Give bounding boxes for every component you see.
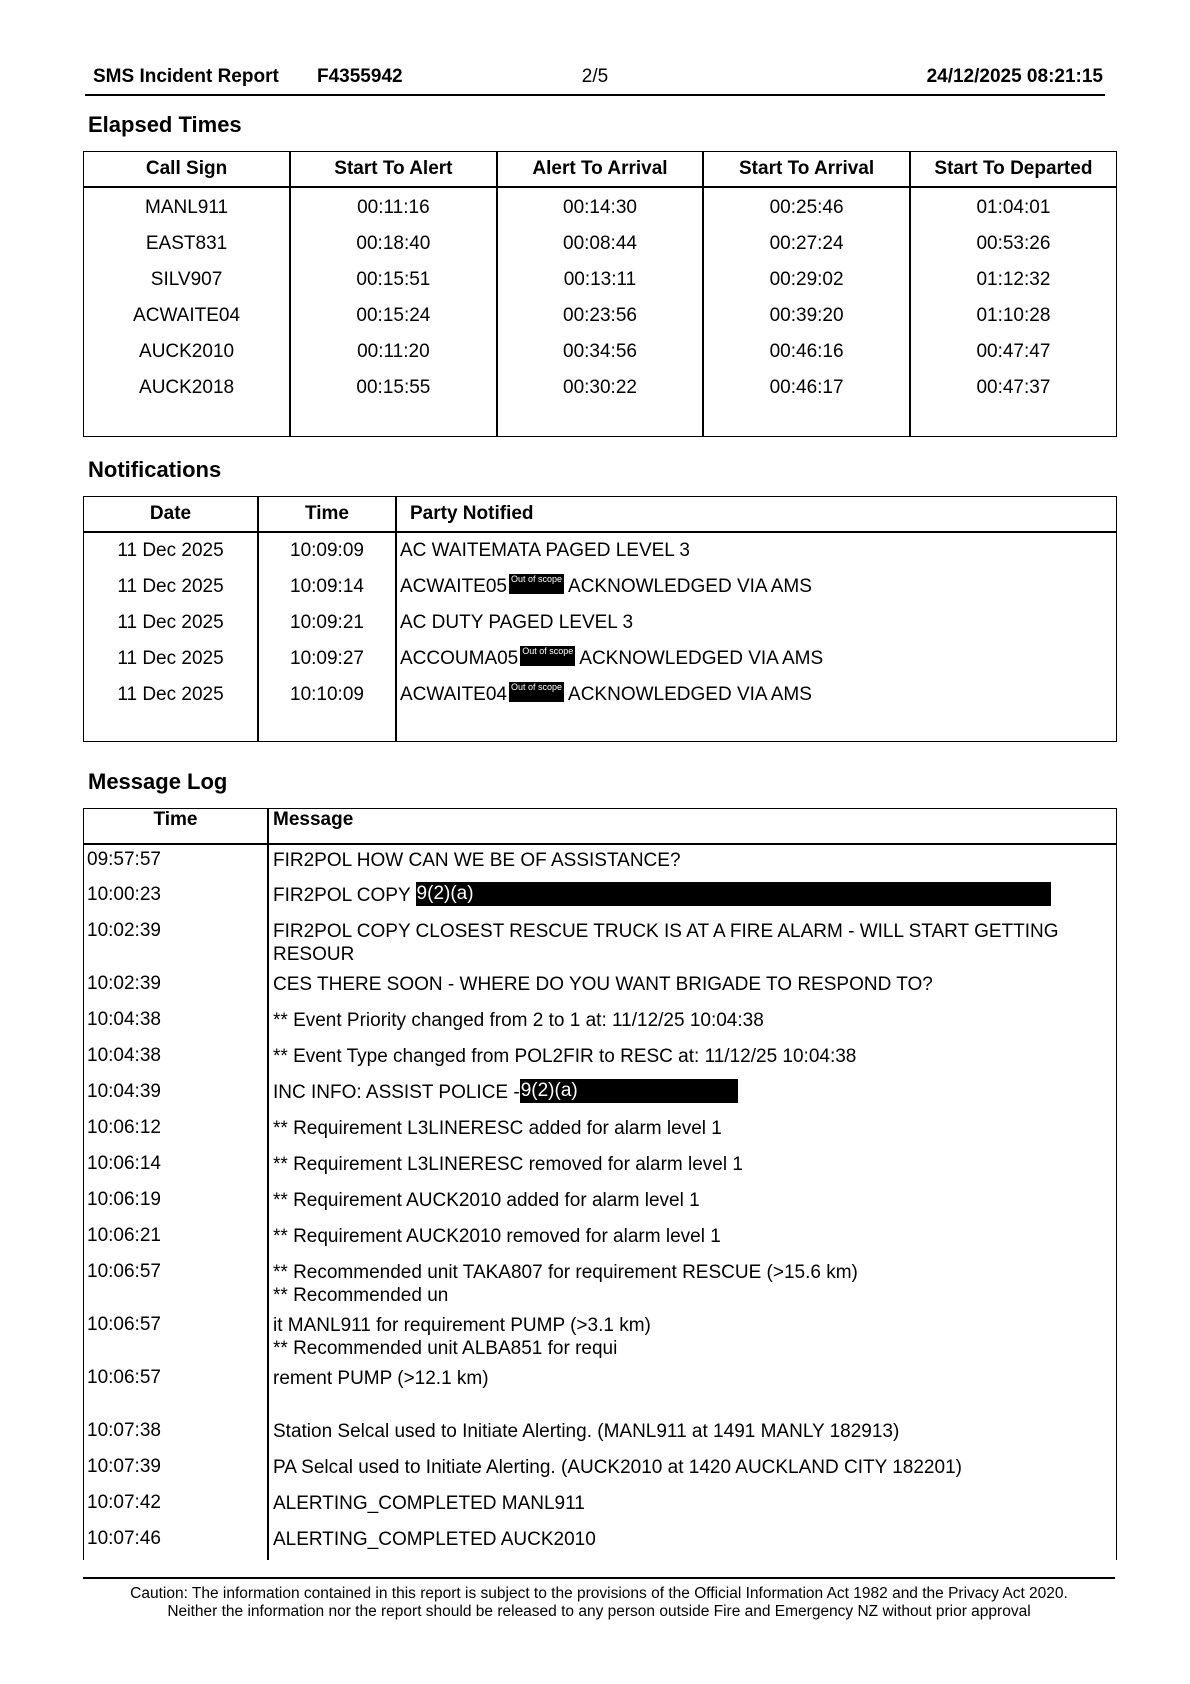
start-to-arrival: 00:29:02 — [703, 262, 910, 298]
column-header: Party Notified — [396, 497, 1117, 533]
call-sign: SILV907 — [150, 269, 223, 290]
table-row — [84, 641, 1117, 677]
table-row — [84, 1221, 1117, 1257]
notification-date: 11 Dec 2025 — [117, 540, 224, 561]
party-callsign: ACCOUMA05 — [400, 648, 519, 669]
log-message: ** Event Type changed from POL2FIR to RESC at: 11/12/25 10:04:38 — [268, 1041, 1117, 1077]
log-message-line: ** Recommended unit TAKA807 for requirement RESCUE (>15.6 km) — [273, 1262, 858, 1283]
column-header: Time — [84, 809, 269, 845]
incident-reference: F4355942 — [317, 66, 403, 87]
start-to-arrival: 00:27:24 — [703, 226, 910, 262]
party-callsign: ACWAITE05 — [400, 576, 507, 597]
party-notified — [396, 641, 1117, 677]
call-sign: AUCK2018 — [139, 377, 235, 398]
notification-time: 10:09:21 — [258, 605, 396, 641]
table-row — [84, 569, 1117, 605]
party-status: ACKNOWLEDGED VIA AMS — [568, 576, 812, 597]
start-to-departed: 01:04:01 — [910, 187, 1117, 226]
log-message-line: ** Recommended unit ALBA851 for requi — [273, 1338, 618, 1359]
table-row — [84, 1185, 1117, 1221]
log-message: PA Selcal used to Initiate Alerting. (AUCK2010 at 1420 AUCKLAND CITY 182201) — [268, 1452, 1117, 1488]
log-time: 10:06:57 — [87, 1367, 161, 1388]
log-message: CES THERE SOON - WHERE DO YOU WANT BRIGADE TO RESPOND TO? — [268, 969, 1117, 1005]
log-time: 10:06:12 — [87, 1117, 161, 1138]
log-time: 10:02:39 — [87, 920, 161, 941]
log-message: ** Requirement AUCK2010 removed for alarm level 1 — [268, 1221, 1117, 1257]
start-to-alert: 00:15:55 — [290, 370, 497, 406]
table-row — [84, 370, 1117, 406]
party-callsign: ACWAITE04 — [400, 684, 507, 705]
table-header-row — [84, 809, 1117, 845]
log-message-text: INC INFO: ASSIST POLICE - — [273, 1082, 520, 1104]
notification-date: 11 Dec 2025 — [117, 612, 224, 633]
log-message: rement PUMP (>12.1 km) — [268, 1363, 1117, 1416]
start-to-alert: 00:11:20 — [290, 334, 497, 370]
alert-to-arrival: 00:13:11 — [497, 262, 704, 298]
log-message — [268, 880, 1117, 916]
caution-footer — [83, 1577, 1115, 1621]
elapsed-times-title: Elapsed Times — [88, 112, 242, 137]
alert-to-arrival: 00:14:30 — [497, 187, 704, 226]
log-time: 10:06:21 — [87, 1225, 161, 1246]
notification-time: 10:09:27 — [258, 641, 396, 677]
notification-time: 10:10:09 — [258, 677, 396, 713]
log-message: ** Requirement L3LINERESC added for alarm level 1 — [268, 1113, 1117, 1149]
party-status: ACKNOWLEDGED VIA AMS — [579, 648, 824, 669]
table-spacer-row — [84, 406, 1117, 437]
log-message — [268, 1310, 1117, 1363]
party-notified — [396, 677, 1117, 713]
log-message: ** Event Priority changed from 2 to 1 at: 11/12/25 10:04:38 — [268, 1005, 1117, 1041]
start-to-departed: 00:47:47 — [910, 334, 1117, 370]
log-time: 10:02:39 — [87, 973, 161, 994]
log-message: ALERTING_COMPLETED MANL911 — [268, 1488, 1117, 1524]
elapsed-times-table — [83, 151, 1117, 437]
start-to-alert: 00:15:24 — [290, 298, 497, 334]
alert-to-arrival: 00:34:56 — [497, 334, 704, 370]
table-row — [84, 298, 1117, 334]
start-to-alert: 00:11:16 — [290, 187, 497, 226]
log-time: 10:06:19 — [87, 1189, 161, 1210]
party-notified — [396, 569, 1117, 605]
log-message — [268, 1257, 1117, 1310]
table-row — [84, 1077, 1117, 1113]
column-header: Start To Alert — [290, 152, 497, 188]
table-row — [84, 844, 1117, 880]
alert-to-arrival: 00:23:56 — [497, 298, 704, 334]
log-message — [268, 1077, 1117, 1113]
table-row — [84, 334, 1117, 370]
log-message: FIR2POL HOW CAN WE BE OF ASSISTANCE? — [268, 844, 1117, 880]
table-row — [84, 1310, 1117, 1363]
log-time: 10:04:38 — [87, 1009, 161, 1030]
start-to-alert: 00:18:40 — [290, 226, 497, 262]
caution-line-1: Caution: The information contained in this report is subject to the provisions of the Official Information Act 1982 and the Privacy Act 2020. — [130, 1585, 1068, 1602]
party-status: ACKNOWLEDGED VIA AMS — [568, 684, 812, 705]
log-message: Station Selcal used to Initiate Alerting. (MANL911 at 1491 MANLY 182913) — [268, 1416, 1117, 1452]
redaction-box: 9(2)(a) — [520, 1079, 738, 1103]
start-to-departed: 01:12:32 — [910, 262, 1117, 298]
log-time: 10:04:39 — [87, 1081, 161, 1102]
call-sign: EAST831 — [145, 233, 228, 254]
log-message-line: it MANL911 for requirement PUMP (>3.1 km) — [273, 1315, 651, 1336]
table-row — [84, 1524, 1117, 1560]
start-to-arrival: 00:39:20 — [703, 298, 910, 334]
log-time: 09:57:57 — [87, 849, 161, 870]
table-row — [84, 1257, 1117, 1310]
table-row — [84, 880, 1117, 916]
page-number: 2/5 — [581, 66, 609, 87]
call-sign: AUCK2010 — [139, 341, 235, 362]
redaction-box: Out of scope — [520, 646, 575, 666]
redaction-box: 9(2)(a) — [416, 882, 1051, 906]
table-row — [84, 677, 1117, 713]
start-to-departed: 00:53:26 — [910, 226, 1117, 262]
table-row — [84, 1005, 1117, 1041]
log-message-text: FIR2POL COPY — [273, 885, 416, 907]
column-header: Call Sign — [84, 152, 291, 188]
table-row — [84, 1488, 1117, 1524]
redaction-box: Out of scope — [509, 574, 564, 594]
table-row — [84, 1041, 1117, 1077]
log-message: FIR2POL COPY CLOSEST RESCUE TRUCK IS AT A FIRE ALARM - WILL START GETTING RESOUR — [268, 916, 1117, 969]
table-header-row — [84, 152, 1117, 188]
table-row — [84, 1113, 1117, 1149]
log-time: 10:07:38 — [87, 1420, 161, 1441]
log-time: 10:06:57 — [87, 1314, 161, 1335]
log-time: 10:07:42 — [87, 1492, 161, 1513]
table-row — [84, 532, 1117, 569]
log-time: 10:04:38 — [87, 1045, 161, 1066]
column-header: Start To Departed — [910, 152, 1117, 188]
message-log-title: Message Log — [88, 769, 228, 794]
redaction-box: Out of scope — [509, 682, 564, 702]
start-to-arrival: 00:46:16 — [703, 334, 910, 370]
table-header-row — [84, 497, 1117, 533]
notification-date: 11 Dec 2025 — [117, 684, 224, 705]
log-time: 10:00:23 — [87, 884, 161, 905]
column-header: Date — [84, 497, 259, 533]
column-header: Message — [268, 809, 1117, 845]
notification-time: 10:09:14 — [258, 569, 396, 605]
table-row — [84, 1416, 1117, 1452]
call-sign: MANL911 — [145, 197, 229, 218]
alert-to-arrival: 00:30:22 — [497, 370, 704, 406]
start-to-arrival: 00:46:17 — [703, 370, 910, 406]
log-message: ALERTING_COMPLETED AUCK2010 — [268, 1524, 1117, 1560]
report-header — [85, 64, 1105, 96]
notifications-title: Notifications — [88, 457, 222, 482]
table-row — [84, 1149, 1117, 1185]
table-row — [84, 262, 1117, 298]
table-row — [84, 1363, 1117, 1416]
column-header: Time — [258, 497, 396, 533]
report-datetime: 24/12/2025 08:21:15 — [926, 66, 1103, 87]
table-row — [84, 1452, 1117, 1488]
table-row — [84, 605, 1117, 641]
start-to-departed: 00:47:37 — [910, 370, 1117, 406]
column-header: Start To Arrival — [703, 152, 910, 188]
table-row — [84, 226, 1117, 262]
start-to-alert: 00:15:51 — [290, 262, 497, 298]
log-time: 10:06:14 — [87, 1153, 161, 1174]
notification-time: 10:09:09 — [258, 532, 396, 569]
log-time: 10:07:39 — [87, 1456, 161, 1477]
start-to-arrival: 00:25:46 — [703, 187, 910, 226]
notifications-table — [83, 496, 1117, 742]
alert-to-arrival: 00:08:44 — [497, 226, 704, 262]
log-time: 10:06:57 — [87, 1261, 161, 1282]
report-title: SMS Incident Report — [93, 66, 279, 87]
call-sign: ACWAITE04 — [133, 305, 241, 326]
table-spacer-row — [84, 713, 1117, 742]
notification-date: 11 Dec 2025 — [117, 576, 224, 597]
message-log-table — [83, 808, 1117, 1560]
log-message: ** Requirement L3LINERESC removed for alarm level 1 — [268, 1149, 1117, 1185]
table-row — [84, 916, 1117, 969]
notification-date: 11 Dec 2025 — [117, 648, 224, 669]
party-notified: AC WAITEMATA PAGED LEVEL 3 — [396, 532, 1117, 569]
log-message: ** Requirement AUCK2010 added for alarm level 1 — [268, 1185, 1117, 1221]
start-to-departed: 01:10:28 — [910, 298, 1117, 334]
table-row — [84, 187, 1117, 226]
table-row — [84, 969, 1117, 1005]
log-message-line: ** Recommended un — [273, 1285, 449, 1306]
log-time: 10:07:46 — [87, 1528, 161, 1549]
party-notified: AC DUTY PAGED LEVEL 3 — [396, 605, 1117, 641]
column-header: Alert To Arrival — [497, 152, 704, 188]
caution-line-2: Neither the information nor the report should be released to any person outside Fire and Emergency NZ without prior approval — [167, 1603, 1031, 1620]
